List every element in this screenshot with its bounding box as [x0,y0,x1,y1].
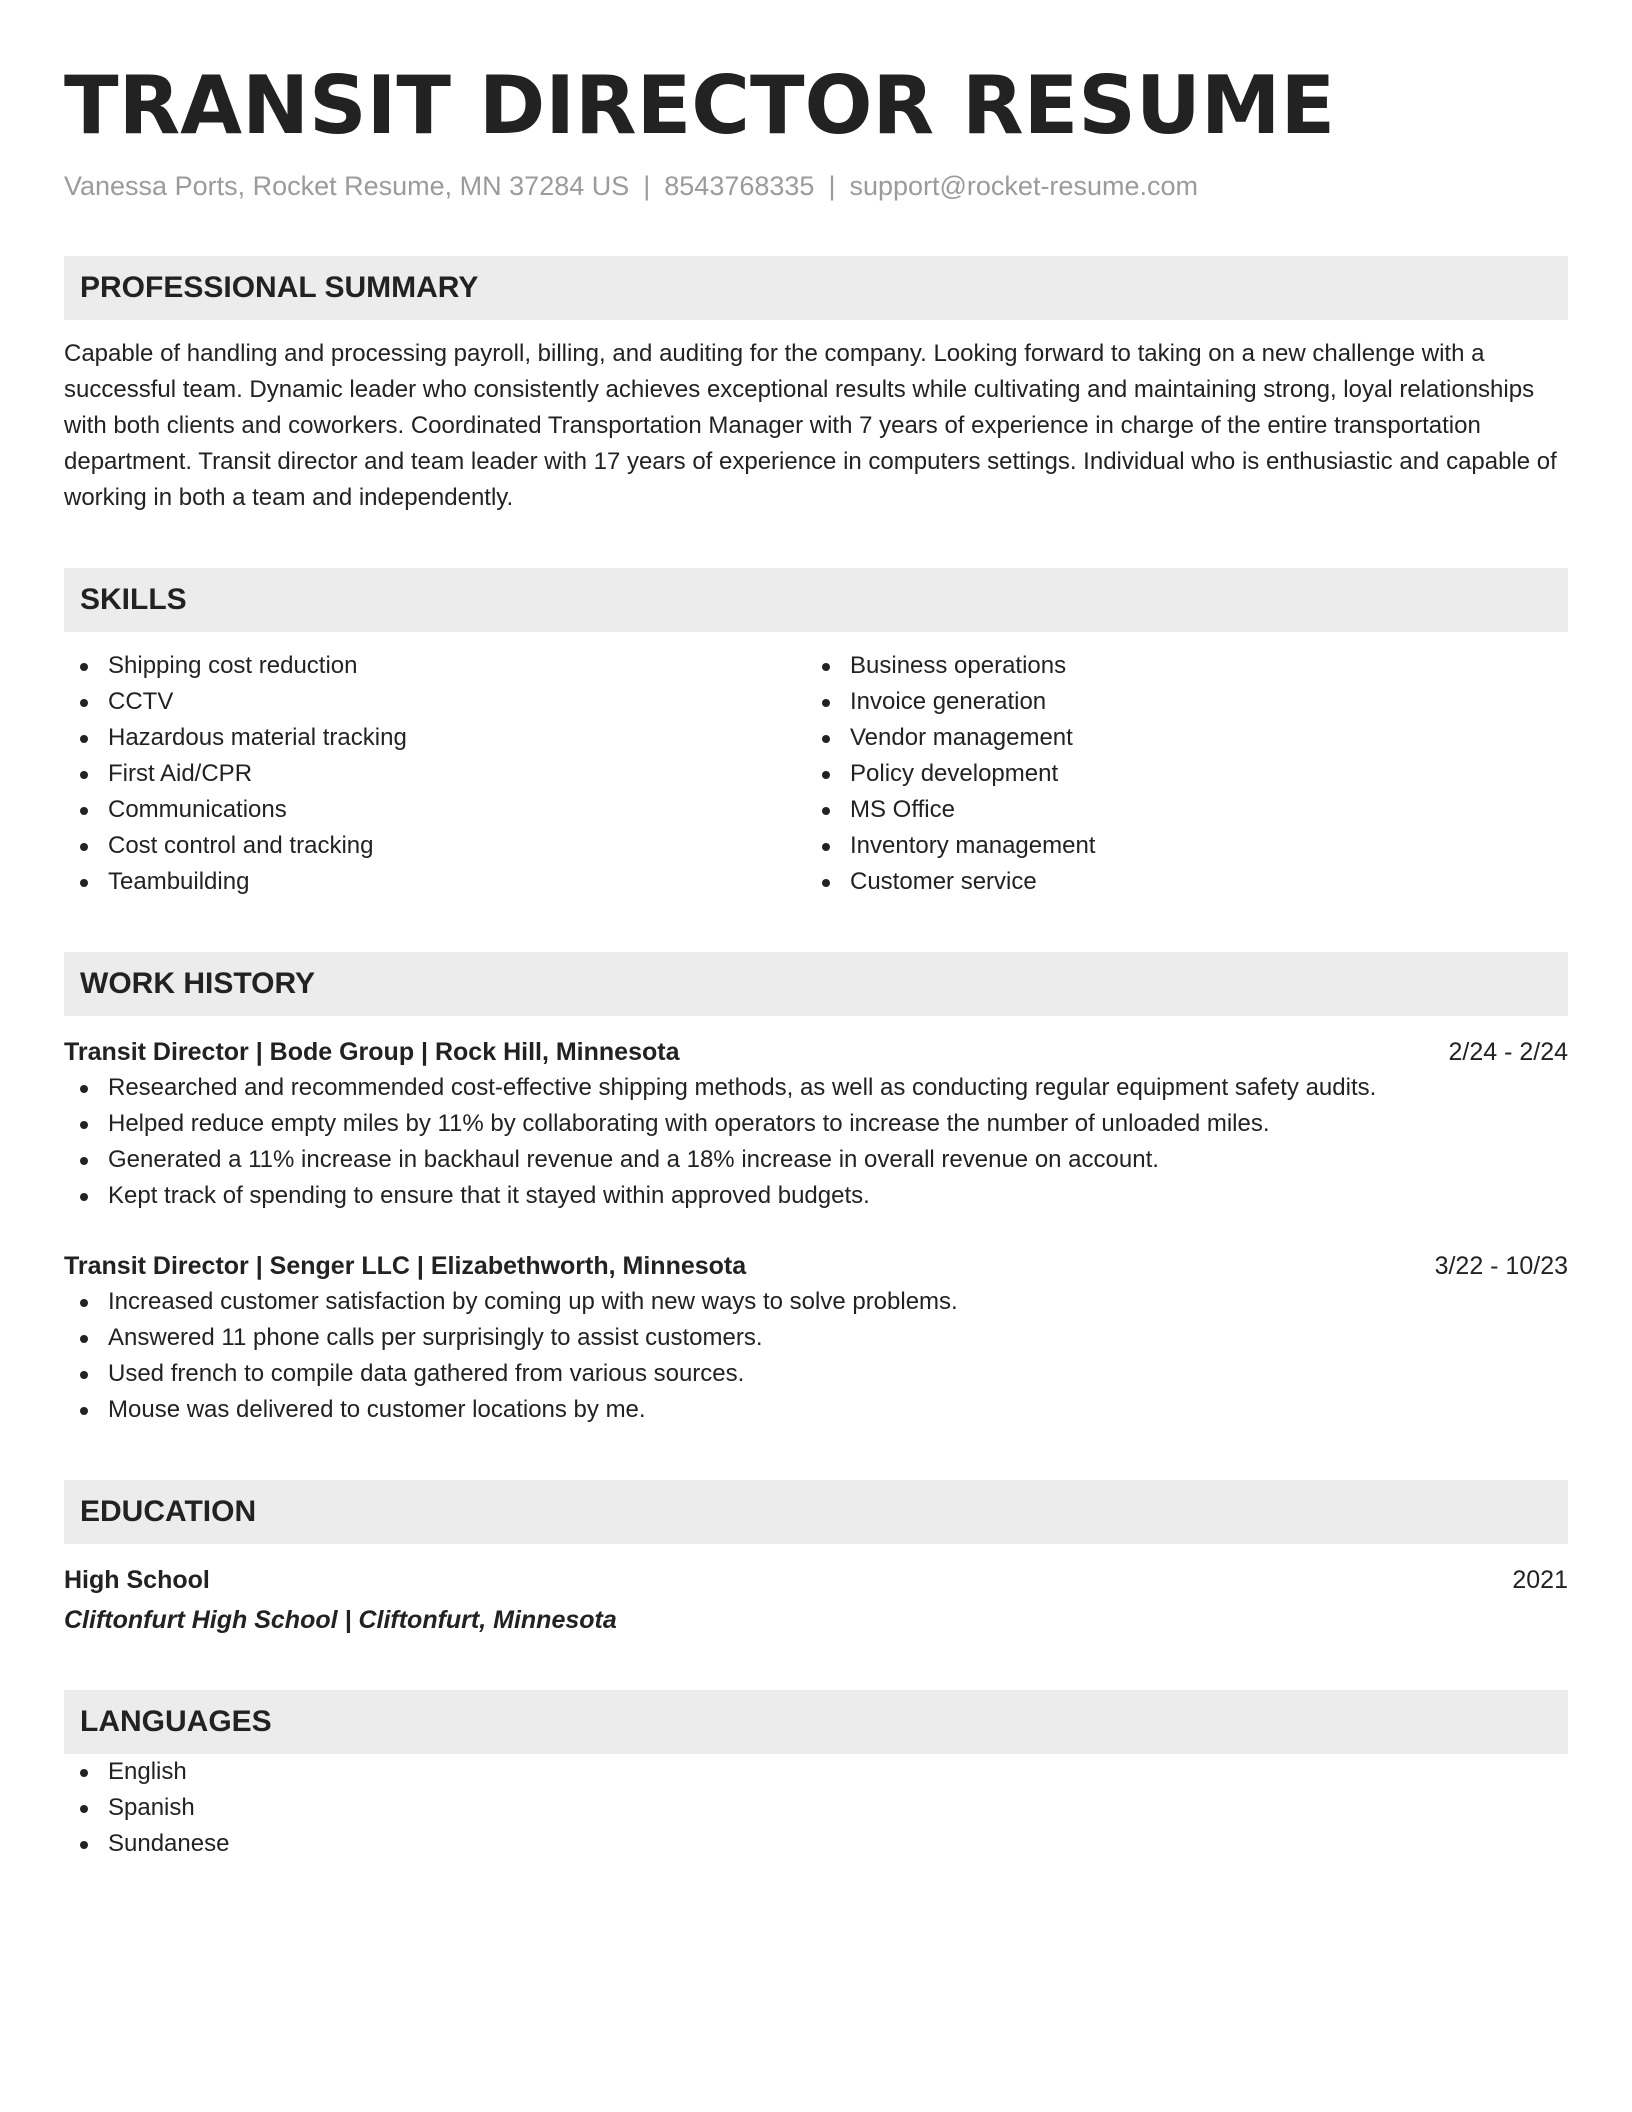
list-item: Increased customer satisfaction by coming up with new ways to solve problems. [64,1284,1568,1320]
list-item: CCTV [64,684,806,720]
job-dates: 3/22 - 10/23 [1434,1252,1568,1280]
job-bullets [64,1070,1568,1214]
contact-separator: | [828,171,836,201]
list-item: Used french to compile data gathered from various sources. [64,1356,1568,1392]
education-degree: High School [64,1566,210,1594]
job-header [64,1248,1568,1284]
list-item: Hazardous material tracking [64,720,806,756]
list-item: Policy development [806,756,1548,792]
section-heading-work: WORK HISTORY [64,952,1568,1016]
list-item: English [64,1754,1568,1790]
list-item: Spanish [64,1790,1568,1826]
list-item: Vendor management [806,720,1548,756]
list-item: Customer service [806,864,1548,900]
list-item: Business operations [806,648,1548,684]
resume-title: TRANSIT DIRECTOR RESUME [64,59,1336,152]
contact-line [64,168,1568,204]
list-item: Kept track of spending to ensure that it stayed within approved budgets. [64,1178,1568,1214]
list-item: Sundanese [64,1826,1568,1862]
contact-separator: | [643,171,651,201]
job-bullets [64,1284,1568,1428]
list-item: Mouse was delivered to customer locations by me. [64,1392,1568,1428]
section-heading-summary: PROFESSIONAL SUMMARY [64,256,1568,320]
job-entry [64,1034,1568,1214]
contact-address: Vanessa Ports, Rocket Resume, MN 37284 US [64,171,630,201]
list-item: Cost control and tracking [64,828,806,864]
list-item: Inventory management [806,828,1548,864]
list-item: Answered 11 phone calls per surprisingly to assist customers. [64,1320,1568,1356]
skills-column-right [806,648,1548,900]
summary-text: Capable of handling and processing payroll, billing, and auditing for the company. Looking forward to taking on a new challenge with a successful team. Dynamic leader who consistently achieves exceptional results while cultivating and maintaining strong, loyal relationships with both clients and coworkers. Coordinated Transportation Manager with 7 years of experience in charge of the entire transportation department. Transit director and team leader with 17 years of experience in computers settings. Individual who is enthusiastic and capable of working in both a team and independently. [64,340,1557,511]
list-item: MS Office [806,792,1548,828]
list-item: First Aid/CPR [64,756,806,792]
education-header [64,1562,1568,1598]
list-item: Teambuilding [64,864,806,900]
section-heading-skills: SKILLS [64,568,1568,632]
job-dates: 2/24 - 2/24 [1448,1038,1568,1066]
list-item: Shipping cost reduction [64,648,806,684]
job-title: Transit Director | Bode Group | Rock Hill, Minnesota [64,1038,680,1066]
list-item: Generated a 11% increase in backhaul revenue and a 18% increase in overall revenue on account. [64,1142,1568,1178]
list-item: Helped reduce empty miles by 11% by collaborating with operators to increase the number of unloaded miles. [64,1106,1568,1142]
skills-column-left [64,648,806,900]
job-header [64,1034,1568,1070]
languages-list [64,1754,1568,1862]
education-school: Cliftonfurt High School | Cliftonfurt, Minnesota [64,1606,617,1634]
contact-phone: 8543768335 [664,171,815,201]
section-heading-languages: LANGUAGES [64,1690,1568,1754]
skills-list [64,648,1568,900]
list-item: Invoice generation [806,684,1548,720]
list-item: Researched and recommended cost-effective shipping methods, as well as conducting regular equipment safety audits. [64,1070,1568,1106]
job-title: Transit Director | Senger LLC | Elizabethworth, Minnesota [64,1252,747,1280]
contact-email: support@rocket-resume.com [849,171,1198,201]
section-heading-education: EDUCATION [64,1480,1568,1544]
list-item: Communications [64,792,806,828]
education-year: 2021 [1512,1566,1568,1594]
job-entry [64,1248,1568,1428]
